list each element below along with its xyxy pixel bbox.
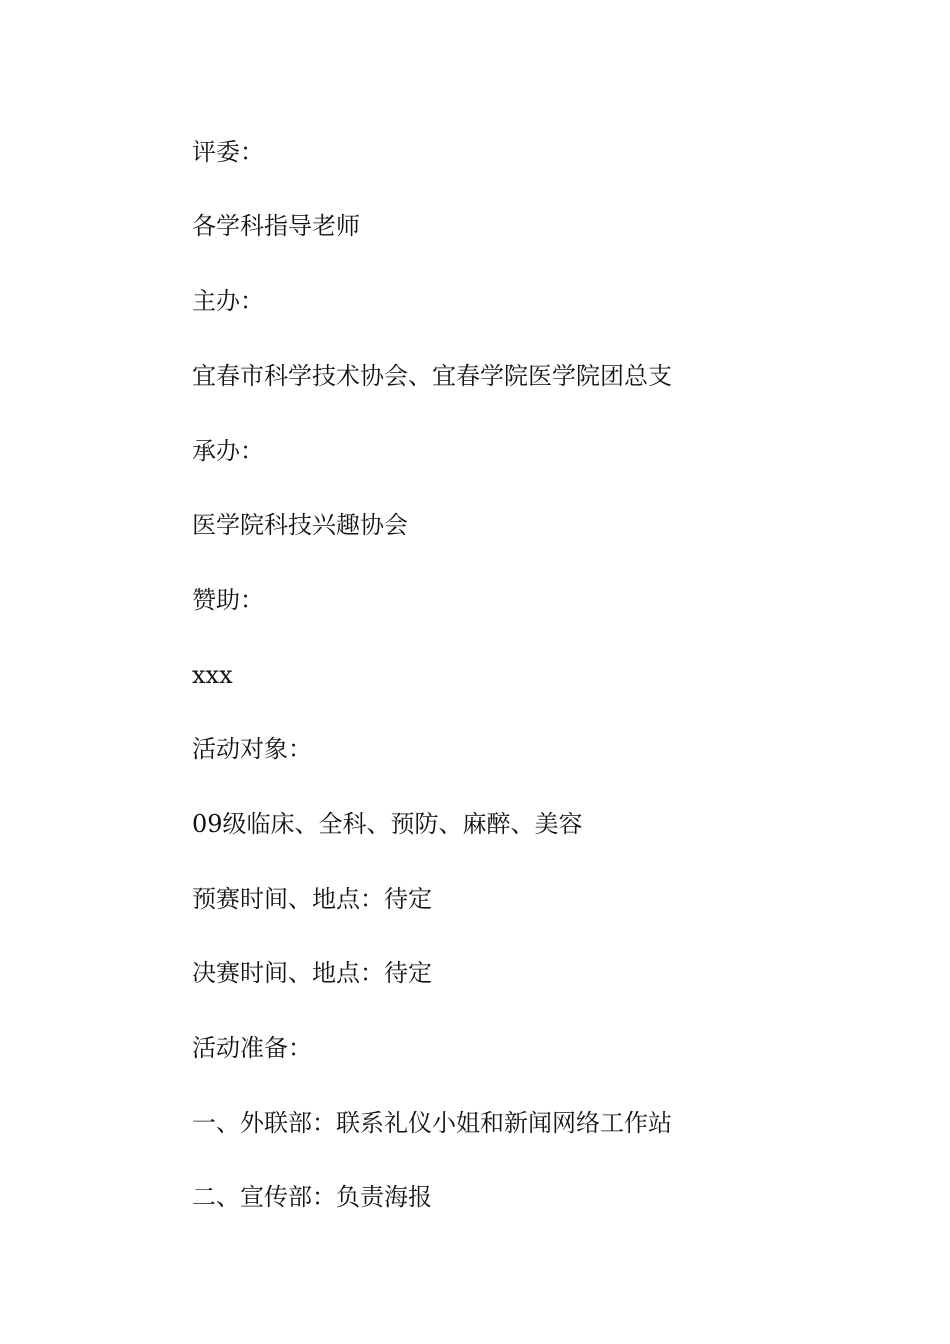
preliminary-time-place: 预赛时间、地点：待定 [192,885,432,913]
final-time-place: 决赛时间、地点：待定 [192,959,432,987]
preparation-item-1: 一、外联部：联系礼仪小姐和新闻网络工作站 [192,1109,672,1137]
label-organizer: 主办： [192,287,264,315]
preparation-item-2: 二、宣传部：负责海报 [192,1183,432,1211]
organizer-value: 宜春市科学技术协会、宜春学院医学院团总支 [192,362,672,390]
label-participants: 活动对象： [192,735,312,763]
host-value: 医学院科技兴趣协会 [192,511,408,539]
sponsor-value: xxx [192,661,233,689]
label-host: 承办： [192,437,264,465]
label-sponsor: 赞助： [192,586,264,614]
judges-value: 各学科指导老师 [192,212,360,240]
label-judges: 评委： [192,138,264,166]
label-preparation: 活动准备： [192,1034,312,1062]
participants-value: 09级临床、全科、预防、麻醉、美容 [192,810,583,838]
